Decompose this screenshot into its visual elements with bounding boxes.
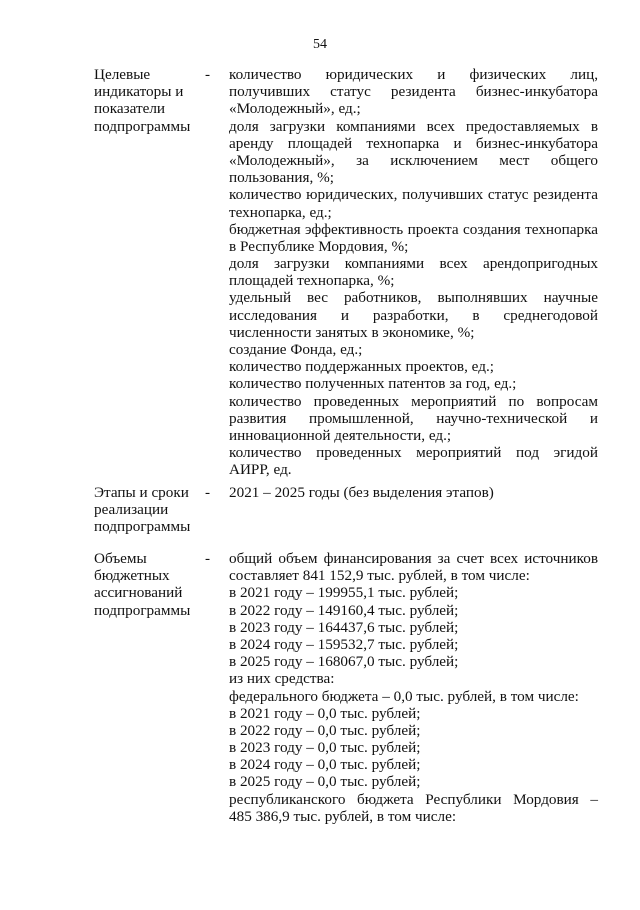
label-line: ассигнований	[94, 584, 183, 602]
content-line: количество юридических, получивших статус резидента	[229, 186, 598, 204]
content-line: из них средства:	[229, 670, 335, 688]
dash-separator: -	[205, 484, 211, 501]
content-line: аренду площадей технопарка и бизнес-инкубатора	[229, 134, 598, 152]
section-label	[94, 484, 214, 536]
section-content	[229, 484, 598, 501]
label-line: показатели	[94, 100, 166, 118]
page-number: 54	[313, 37, 327, 52]
content-line: 2021 – 2025 годы (без выделения этапов)	[229, 484, 494, 501]
label-line: Объемы	[94, 550, 147, 567]
content-line: в 2025 году – 168067,0 тыс. рублей;	[229, 653, 459, 671]
content-line: республиканского бюджета Республики Мордовия –	[229, 790, 598, 808]
label-line: подпрограммы	[94, 117, 191, 135]
label-line: бюджетных	[94, 567, 170, 585]
content-line: в 2024 году – 159532,7 тыс. рублей;	[229, 635, 459, 653]
content-line: бюджетная эффективность проекта создания технопарка	[229, 220, 598, 238]
label-line: реализации	[94, 501, 169, 519]
content-line: технопарка, ед.;	[229, 203, 332, 221]
dash-separator: -	[205, 550, 211, 567]
section-content	[229, 66, 598, 479]
content-line: в 2023 году – 164437,6 тыс. рублей;	[229, 618, 459, 636]
content-line: в Республике Мордовия, %;	[229, 237, 409, 255]
dash-separator: -	[205, 66, 211, 83]
content-line: количество поддержанных проектов, ед.;	[229, 358, 494, 376]
content-line: «Молодежный», ед.;	[229, 100, 361, 118]
content-line: общий объем финансирования за счет всех источников	[229, 550, 598, 567]
content-line: АИРР, ед.	[229, 461, 292, 479]
content-line: количество проведенных мероприятий под эгидой	[229, 444, 598, 462]
content-line: в 2025 году – 0,0 тыс. рублей;	[229, 773, 421, 791]
label-line: подпрограммы	[94, 601, 191, 619]
content-line: площадей технопарка, %;	[229, 272, 395, 290]
content-line: в 2024 году – 0,0 тыс. рублей;	[229, 756, 421, 774]
label-line: подпрограммы	[94, 518, 191, 536]
content-line: доля загрузки компаниями всех арендопригодных	[229, 255, 598, 273]
content-line: удельный вес работников, выполнявших научные	[229, 289, 598, 307]
label-line: индикаторы и	[94, 83, 184, 101]
content-line: «Молодежный», за исключением мест общего	[229, 151, 598, 169]
content-line: исследования и разработки, в среднегодовой	[229, 306, 598, 324]
label-line: Этапы и сроки	[94, 484, 189, 501]
content-line: создание Фонда, ед.;	[229, 341, 363, 358]
content-line: инновационной деятельности, ед.;	[229, 426, 452, 444]
content-line: численности занятых в экономике, %;	[229, 323, 475, 341]
content-line: в 2021 году – 199955,1 тыс. рублей;	[229, 584, 459, 602]
content-line: в 2023 году – 0,0 тыс. рублей;	[229, 739, 421, 757]
label-line: Целевые	[94, 66, 151, 83]
content-line: составляет 841 152,9 тыс. рублей, в том числе:	[229, 567, 530, 585]
content-line: получивших статус резидента бизнес-инкубатора	[229, 83, 598, 101]
content-line: количество полученных патентов за год, ед.;	[229, 375, 517, 393]
content-line: федерального бюджета – 0,0 тыс. рублей, в том числе:	[229, 687, 579, 705]
section-label	[94, 66, 214, 135]
content-line: в 2022 году – 0,0 тыс. рублей;	[229, 721, 421, 739]
content-line: доля загрузки компаниями всех предоставляемых в	[229, 117, 598, 135]
content-line: в 2022 году – 149160,4 тыс. рублей;	[229, 601, 459, 619]
section-content	[229, 550, 598, 825]
content-line: в 2021 году – 0,0 тыс. рублей;	[229, 704, 421, 722]
section-label	[94, 550, 214, 619]
content-line: развития промышленной, научно-технической и	[229, 409, 598, 427]
content-line: 485 386,9 тыс. рублей, в том числе:	[229, 807, 457, 825]
content-line: количество юридических и физических лиц,	[229, 66, 598, 83]
content-line: пользования, %;	[229, 169, 334, 187]
content-line: количество проведенных мероприятий по вопросам	[229, 392, 598, 410]
